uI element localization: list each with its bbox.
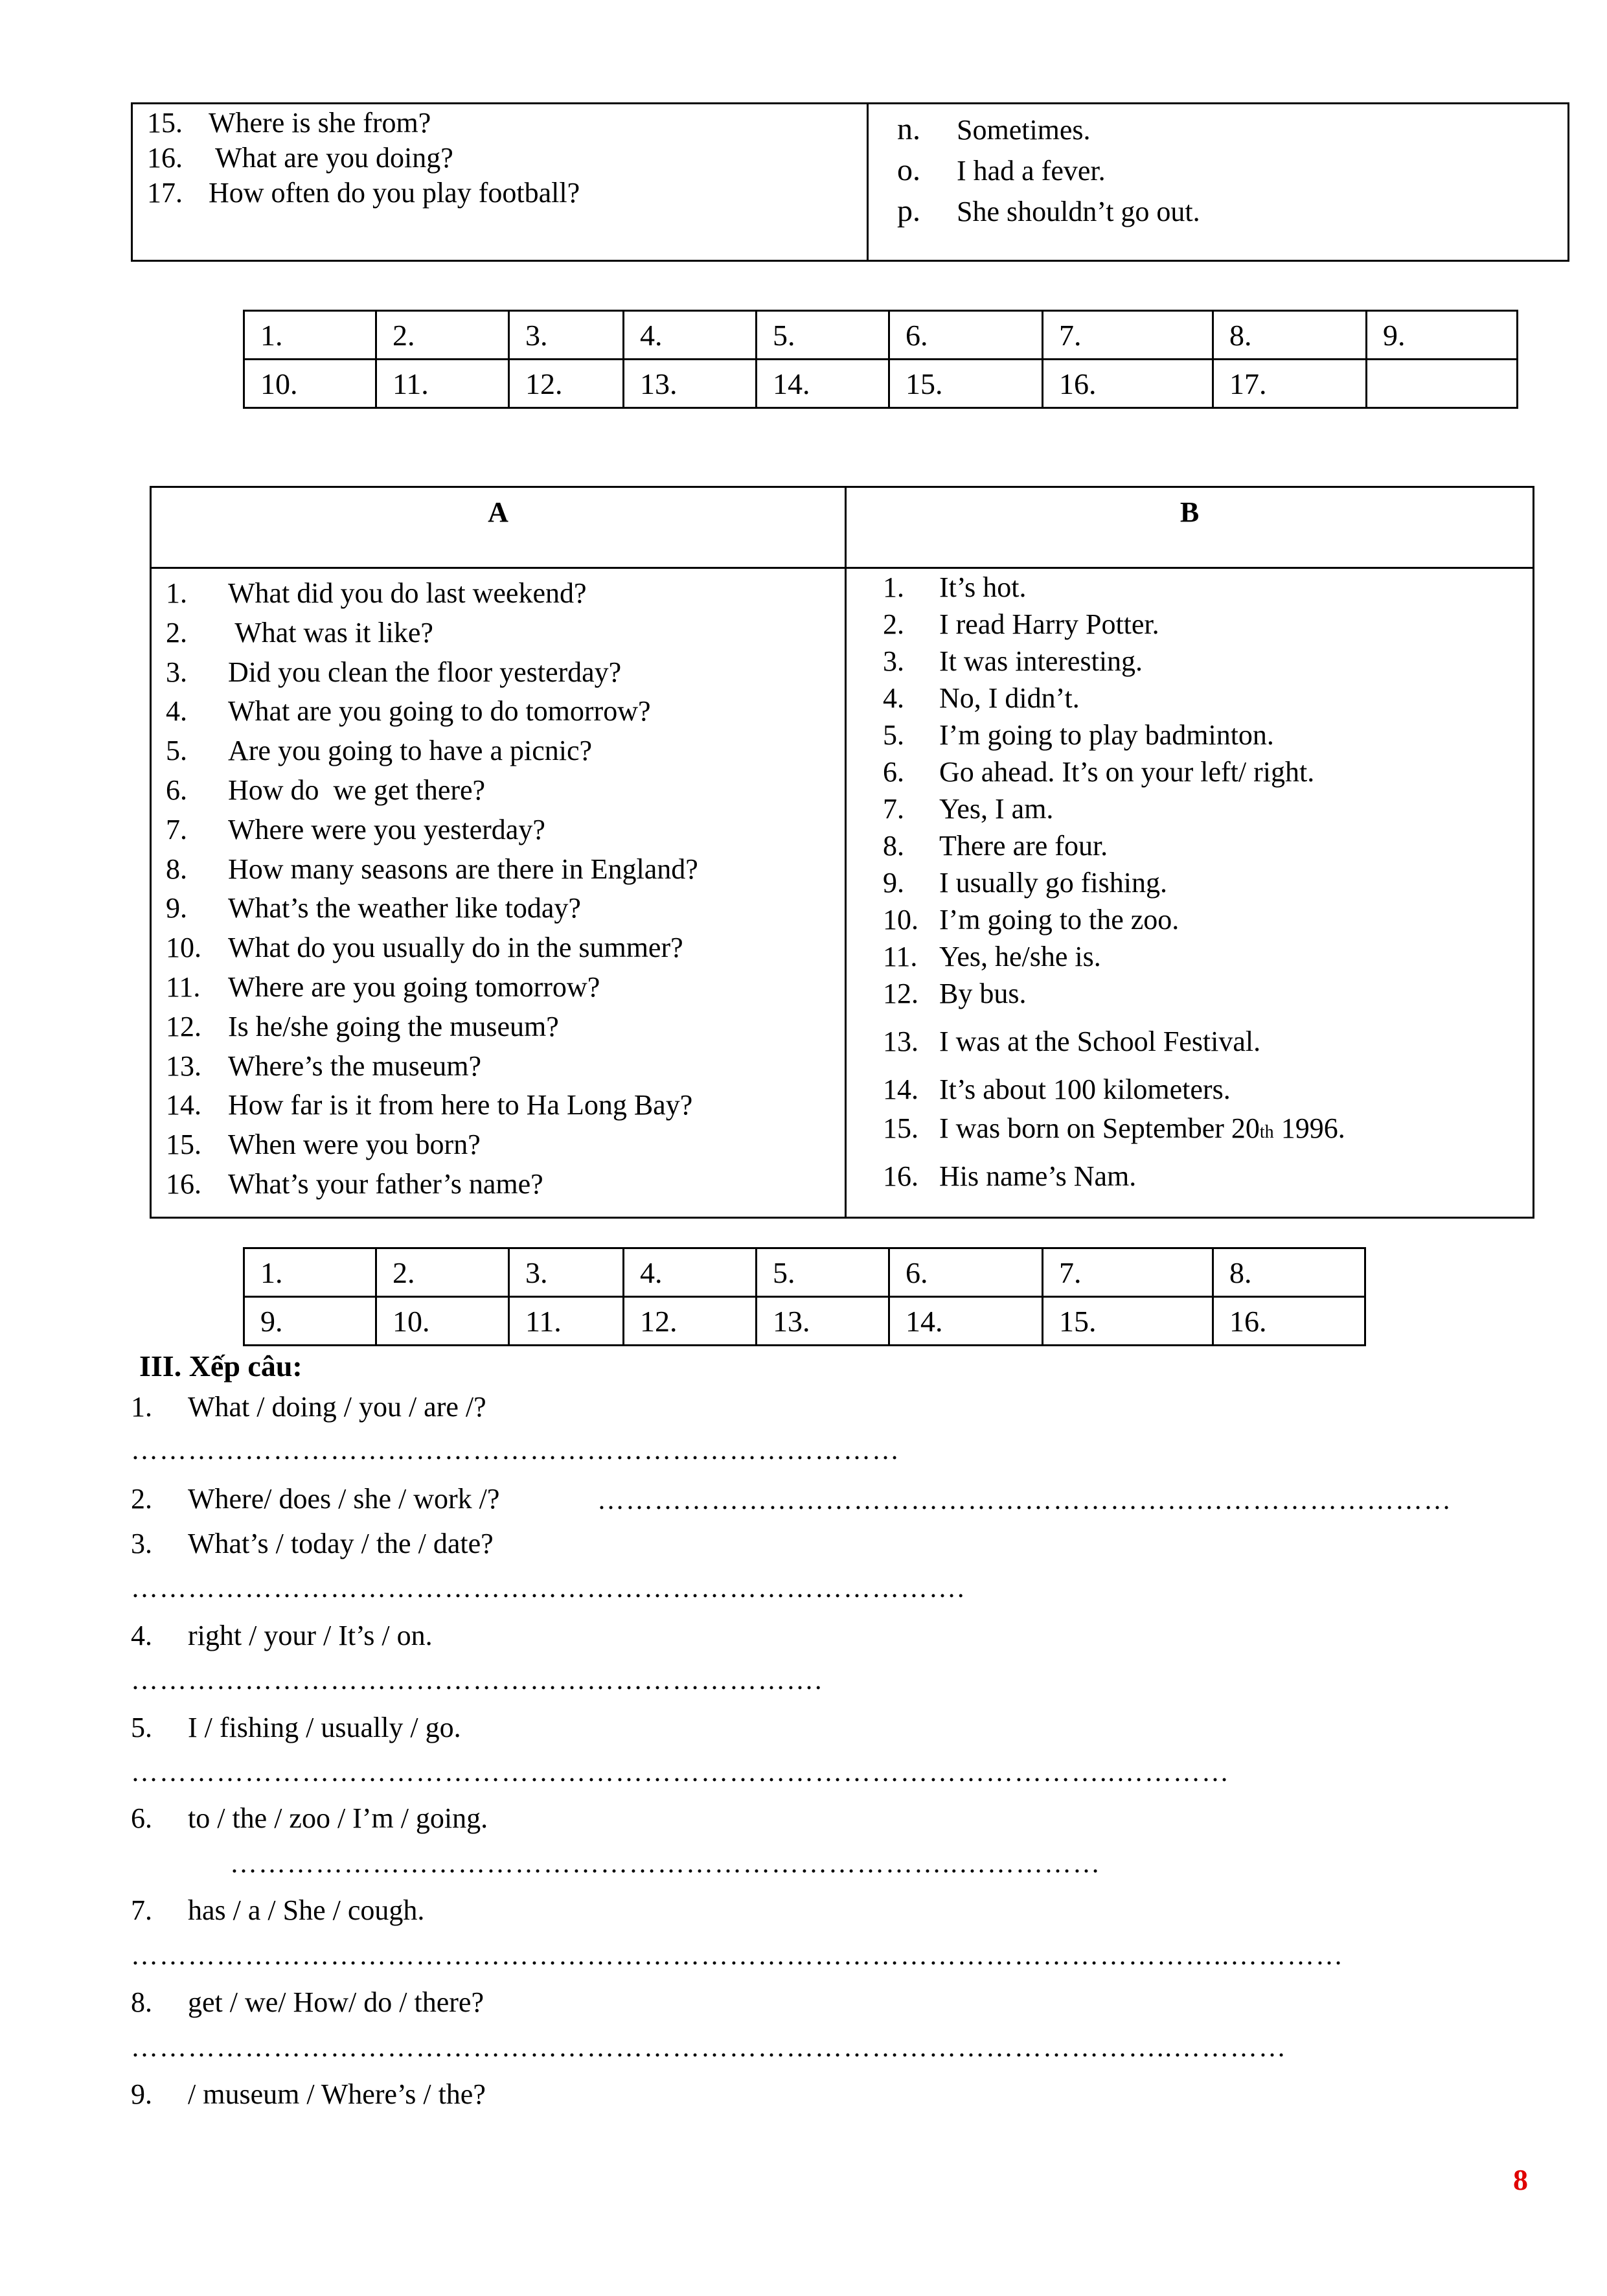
list-item: 16. His name’s Nam. — [883, 1160, 1137, 1192]
question-list — [152, 569, 845, 1204]
list-item: 14. It’s about 100 kilometers. — [883, 1073, 1231, 1105]
answer-line[interactable]: ………………………………………………………………………………………………..………… — [131, 2033, 1287, 2063]
answer-line[interactable]: …………………………………………………………………..…………… — [230, 1849, 1101, 1879]
list-item: 11. Yes, he/she is. — [883, 941, 1101, 972]
answer-cell[interactable]: 8. — [1213, 311, 1367, 360]
top-matching-table — [131, 102, 1569, 262]
list-item: 15. Where is she from? — [147, 107, 431, 139]
answer-cell[interactable]: 7. — [1043, 311, 1213, 360]
answer-cell[interactable]: 5. — [757, 311, 889, 360]
list-item: 1. What did you do last weekend? — [166, 577, 587, 609]
list-item: n. Sometimes. — [897, 112, 1091, 146]
list-item: 9. I usually go fishing. — [883, 867, 1167, 899]
list-item: 9. What’s the weather like today? — [166, 892, 581, 924]
answer-cell[interactable]: 10. — [376, 1297, 509, 1346]
list-item: 8. How many seasons are there in England? — [166, 853, 698, 885]
list-item: 10. I’m going to the zoo. — [883, 904, 1180, 936]
list-item: 5. Are you going to have a picnic? — [166, 735, 593, 767]
table-header-row — [151, 487, 1534, 568]
answer-cell[interactable]: 3. — [509, 1248, 624, 1297]
table-row — [244, 1248, 1365, 1297]
section-title: III. Xếp câu: — [139, 1349, 302, 1383]
list-item: 15. When were you born? — [166, 1129, 481, 1161]
answer-cell[interactable]: 14. — [757, 360, 889, 408]
list-item: 12. Is he/she going the museum? — [166, 1010, 559, 1042]
list-item: 4. No, I didn’t. — [883, 682, 1080, 714]
item-2: 2. Where/ does / she / work /? — [131, 1483, 500, 1515]
answer-cell[interactable]: 6. — [889, 1248, 1043, 1297]
answer-cell[interactable]: 13. — [757, 1297, 889, 1346]
answer-cell[interactable]: 16. — [1043, 360, 1213, 408]
answer-cell[interactable]: 12. — [624, 1297, 757, 1346]
answer-cell[interactable]: 11. — [509, 1297, 624, 1346]
answer-cell[interactable]: 4. — [624, 1248, 757, 1297]
answer-cell[interactable]: 6. — [889, 311, 1043, 360]
answer-grid-2 — [243, 1247, 1366, 1346]
list-item: 5. I’m going to play badminton. — [883, 719, 1274, 751]
column-header-b: B — [846, 487, 1534, 568]
top-left-cell — [132, 104, 868, 261]
top-right-cell — [868, 104, 1569, 261]
list-item: 7. Where were you yesterday? — [166, 813, 545, 845]
item-5: 5. I / fishing / usually / go. — [131, 1712, 461, 1743]
answer-line[interactable]: ……………………………………………………………………………… — [597, 1486, 1452, 1515]
answer-cell[interactable]: 7. — [1043, 1248, 1213, 1297]
table-row — [151, 568, 1534, 1218]
answer-line[interactable]: ……………………………………………………………………………………………………..………… — [131, 1941, 1344, 1971]
item-1: 1. What / doing / you / are /? — [131, 1391, 486, 1423]
answer-cell[interactable]: 1. — [244, 311, 376, 360]
list-item: 8. There are four. — [883, 830, 1108, 862]
answer-cell[interactable]: 2. — [376, 1248, 509, 1297]
list-item: 4. What are you going to do tomorrow? — [166, 695, 651, 728]
list-item: o. I had a fever. — [897, 153, 1106, 187]
answer-cell[interactable]: 1. — [244, 1248, 376, 1297]
answer-cell[interactable]: 14. — [889, 1297, 1043, 1346]
column-b-cell — [846, 568, 1534, 1218]
item-3: 3. What’s / today / the / date? — [131, 1528, 494, 1559]
list-item: 15. I was born on September 20 th 1996. — [883, 1112, 1345, 1144]
table-row — [244, 1297, 1365, 1346]
column-a-cell — [151, 568, 846, 1218]
answer-cell[interactable]: 11. — [376, 360, 509, 408]
answer-cell[interactable]: 17. — [1213, 360, 1367, 408]
answer-line[interactable]: ……………………………………………………………………… — [131, 1436, 900, 1465]
list-item: 6. Go ahead. It’s on your left/ right. — [883, 756, 1315, 788]
list-item: 13. I was at the School Festival. — [883, 1026, 1261, 1057]
answer-cell[interactable]: 8. — [1213, 1248, 1365, 1297]
list-item: 16. What’s your father’s name? — [166, 1167, 543, 1200]
answer-line[interactable]: …………………………………………………………………………………………..………… — [131, 1758, 1230, 1787]
list-item: 11. Where are you going tomorrow? — [166, 970, 600, 1003]
table-row — [244, 360, 1518, 408]
list-item: 17. How often do you play football? — [147, 177, 580, 209]
answer-line[interactable]: ……………………………………………………………………………. — [131, 1574, 966, 1603]
matching-table-ab — [150, 486, 1534, 1219]
item-9: 9. / museum / Where’s / the? — [131, 2078, 486, 2110]
answer-cell[interactable]: 12. — [509, 360, 624, 408]
answer-cell[interactable]: 15. — [889, 360, 1043, 408]
answer-cell[interactable]: 10. — [244, 360, 376, 408]
answer-cell[interactable]: 16. — [1213, 1297, 1365, 1346]
answer-cell[interactable]: 3. — [509, 311, 624, 360]
list-item: 16. What are you doing? — [147, 142, 453, 174]
list-item: 2. I read Harry Potter. — [883, 608, 1159, 640]
answer-cell[interactable]: 5. — [757, 1248, 889, 1297]
list-item: 6. How do we get there? — [166, 774, 486, 806]
item-7: 7. has / a / She / cough. — [131, 1894, 425, 1926]
answer-cell[interactable] — [1367, 360, 1518, 408]
list-item: p. She shouldn’t go out. — [897, 194, 1200, 228]
list-item: 3. It was interesting. — [883, 645, 1143, 677]
list-item: 12. By bus. — [883, 978, 1027, 1009]
item-6: 6. to / the / zoo / I’m / going. — [131, 1802, 488, 1834]
answer-cell[interactable]: 15. — [1043, 1297, 1213, 1346]
list-item: 7. Yes, I am. — [883, 793, 1054, 825]
answer-list — [847, 569, 1533, 1206]
list-item: 13. Where’s the museum? — [166, 1050, 481, 1082]
list-item: 2. What was it like? — [166, 616, 433, 649]
answer-cell[interactable]: 9. — [244, 1297, 376, 1346]
answer-cell[interactable]: 9. — [1367, 311, 1518, 360]
list-item: 14. How far is it from here to Ha Long Bay? — [166, 1089, 693, 1121]
item-8: 8. get / we/ How/ do / there? — [131, 1986, 484, 2018]
page-number: 8 — [1513, 2163, 1528, 2196]
answer-cell[interactable]: 13. — [624, 360, 757, 408]
answer-cell[interactable]: 2. — [376, 311, 509, 360]
answer-line[interactable]: ………………………………………………………………. — [131, 1666, 823, 1695]
list-item: 3. Did you clean the floor yesterday? — [166, 656, 622, 688]
item-4: 4. right / your / It’s / on. — [131, 1620, 433, 1651]
list-item: 10. What do you usually do in the summer? — [166, 932, 683, 964]
column-header-a: A — [151, 487, 846, 568]
list-item: 1. It’s hot. — [883, 571, 1027, 603]
answer-grid-1 — [243, 310, 1518, 409]
answer-cell[interactable]: 4. — [624, 311, 757, 360]
table-row — [244, 311, 1518, 360]
